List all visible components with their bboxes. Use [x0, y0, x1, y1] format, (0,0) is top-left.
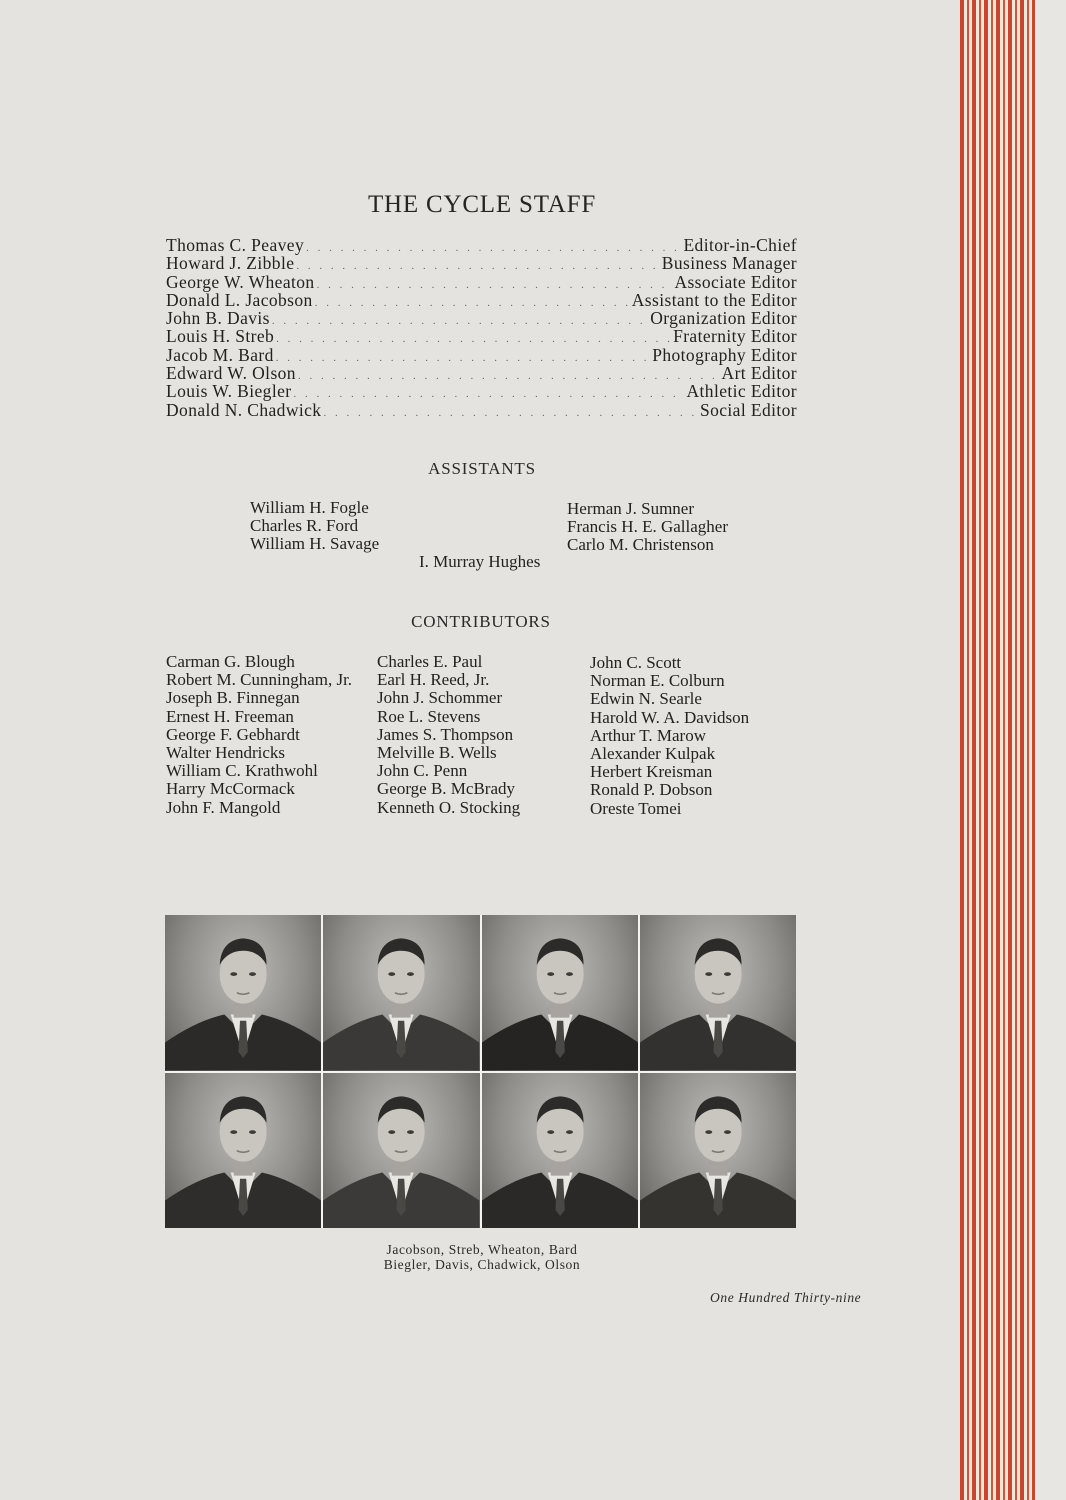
assistant-name: William H. Fogle — [250, 498, 369, 517]
staff-name: Louis H. Streb — [166, 326, 275, 347]
contributors-heading: CONTRIBUTORS — [411, 612, 551, 631]
assistant-name: I. Murray Hughes — [419, 552, 541, 571]
staff-name: Donald N. Chadwick — [166, 399, 322, 420]
staff-role: Art Editor — [721, 363, 797, 384]
staff-row — [166, 401, 797, 419]
contributors-column-1 — [166, 653, 352, 817]
contributor-name: Joseph B. Finnegan — [166, 688, 300, 708]
leader-dots — [294, 385, 685, 403]
page-number: One Hundred Thirty-nine — [710, 1290, 862, 1305]
portrait-photo — [640, 1073, 796, 1229]
staff-row — [166, 364, 797, 382]
portrait-photo — [640, 915, 796, 1071]
assistants-left-column — [250, 499, 379, 554]
assistants-center-name — [419, 553, 540, 571]
staff-name: Jacob M. Bard — [166, 344, 274, 365]
staff-role: Photography Editor — [652, 344, 797, 365]
contributor-name: Arthur T. Marow — [590, 725, 706, 745]
contributor-name: Earl H. Reed, Jr. — [377, 670, 490, 690]
staff-role: Fraternity Editor — [673, 326, 797, 347]
contributor-name: Herbert Kreisman — [590, 762, 713, 782]
contributor-name: John J. Schommer — [377, 688, 503, 708]
assistant-name: Carlo M. Christenson — [567, 535, 714, 555]
contributors-column-3 — [590, 654, 749, 818]
staff-role: Organization Editor — [650, 308, 797, 329]
staff-row — [166, 236, 797, 254]
staff-row — [166, 273, 797, 291]
contributor-name: Melville B. Wells — [377, 743, 497, 763]
staff-role: Editor-in-Chief — [683, 235, 797, 255]
contributor-name: Norman E. Colburn — [590, 671, 725, 691]
contributor-name: John F. Mangold — [166, 797, 281, 817]
contributor-name: John C. Scott — [590, 653, 682, 672]
staff-role: Assistant to the Editor — [631, 289, 797, 310]
staff-role: Business Manager — [661, 253, 797, 274]
leader-dots — [296, 257, 659, 275]
staff-name: Thomas C. Peavey — [166, 235, 305, 255]
portrait-photo — [323, 915, 479, 1071]
leader-dots — [317, 276, 673, 294]
contributor-name: Roe L. Stevens — [377, 706, 481, 726]
photo-caption — [0, 1242, 964, 1272]
contributor-name: Ernest H. Freeman — [166, 706, 294, 726]
staff-name: Louis W. Biegler — [166, 381, 292, 402]
portrait-photo — [323, 1073, 479, 1229]
leader-dots — [272, 312, 648, 330]
staff-name: John B. Davis — [166, 308, 270, 329]
contributor-name: Harold W. A. Davidson — [590, 707, 750, 727]
contributor-name: Carman G. Blough — [166, 652, 295, 671]
staff-role: Athletic Editor — [686, 381, 797, 402]
contributor-name: William C. Krathwohl — [166, 761, 318, 781]
leader-dots — [276, 349, 650, 367]
staff-role: Associate Editor — [674, 271, 797, 292]
contributor-name: George F. Gebhardt — [166, 724, 300, 744]
portrait-photo — [482, 1073, 638, 1229]
contributor-name: Robert M. Cunningham, Jr. — [166, 670, 353, 690]
caption-line-2: Biegler, Davis, Chadwick, Olson — [383, 1257, 581, 1272]
portrait-photo — [482, 915, 638, 1071]
assistant-name: Charles R. Ford — [250, 516, 359, 536]
assistant-name: Francis H. E. Gallagher — [567, 517, 728, 537]
contributor-name: John C. Penn — [377, 761, 468, 781]
staff-row — [166, 254, 797, 272]
staff-row — [166, 309, 797, 327]
leader-dots — [306, 239, 681, 257]
assistants-heading: ASSISTANTS — [428, 459, 536, 478]
portrait-photo — [165, 1073, 321, 1229]
contributor-name: Harry McCormack — [166, 779, 295, 799]
staff-row — [166, 291, 797, 309]
leader-dots — [315, 294, 630, 312]
assistant-name: Herman J. Sumner — [567, 499, 695, 518]
contributor-name: Alexander Kulpak — [590, 744, 716, 764]
contributor-name: Charles E. Paul — [377, 652, 483, 671]
staff-name: Edward W. Olson — [166, 363, 296, 384]
staff-row — [166, 382, 797, 400]
staff-row — [166, 327, 797, 345]
staff-photo-grid — [165, 915, 796, 1228]
contributor-name: Edwin N. Searle — [590, 689, 702, 709]
contributor-name: Ronald P. Dobson — [590, 780, 713, 800]
contributors-column-2 — [377, 653, 520, 817]
staff-role: Social Editor — [699, 399, 797, 420]
decorative-stripe-border — [960, 0, 1035, 1500]
contributor-name: James S. Thompson — [377, 724, 514, 744]
contributor-name: George B. McBrady — [377, 779, 516, 799]
leader-dots — [276, 330, 671, 348]
staff-name: George W. Wheaton — [166, 271, 315, 292]
leader-dots — [298, 367, 720, 385]
contributor-name: Walter Hendricks — [166, 743, 285, 763]
staff-row — [166, 346, 797, 364]
caption-line-1: Jacobson, Streb, Wheaton, Bard — [386, 1242, 578, 1257]
page-title: THE CYCLE STAFF — [367, 191, 597, 218]
assistant-name: William H. Savage — [250, 534, 380, 554]
staff-list — [166, 236, 797, 419]
staff-name: Donald L. Jacobson — [166, 289, 313, 310]
contributor-name: Oreste Tomei — [590, 798, 682, 818]
contributor-name: Kenneth O. Stocking — [377, 797, 521, 817]
leader-dots — [323, 404, 698, 422]
assistants-right-column — [567, 500, 728, 555]
page-edge — [1035, 0, 1066, 1500]
staff-name: Howard J. Zibble — [166, 253, 295, 274]
portrait-photo — [165, 915, 321, 1071]
